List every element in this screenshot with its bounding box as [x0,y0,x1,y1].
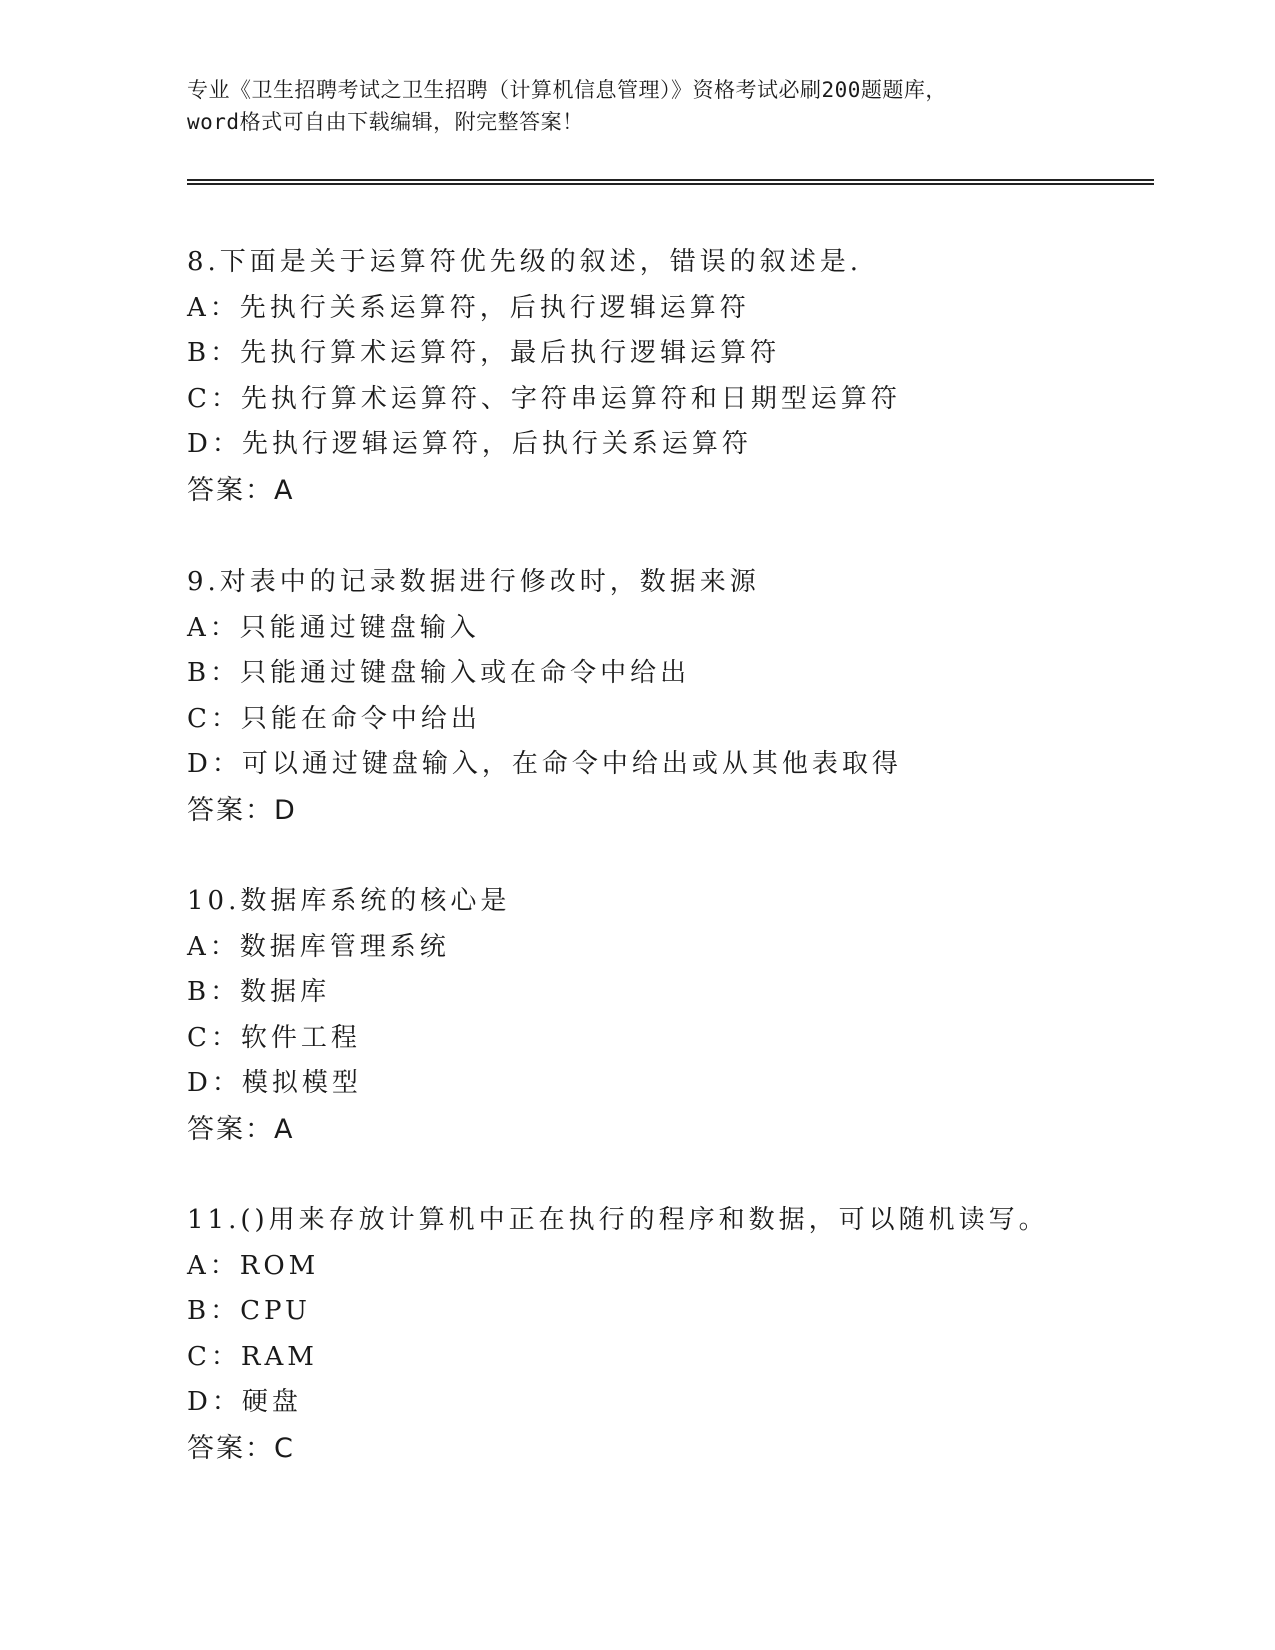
header-line-1: 专业《卫生招聘考试之卫生招聘（计算机信息管理）》资格考试必刷200题题库， [187,78,947,102]
option-a: A：ROM [187,1250,320,1281]
option-c: C：软件工程 [187,1022,361,1053]
question-stem: 10.数据库系统的核心是 [187,886,511,916]
option-d: D：硬盘 [187,1387,302,1417]
answer-line: 答案：A [187,474,295,506]
option-c: C：RAM [187,1341,318,1372]
option-a: A：只能通过键盘输入 [187,612,480,643]
header-divider-bottom [187,183,1154,185]
document-header [187,74,1087,138]
answer-line: 答案：D [187,794,297,826]
option-c: C：先执行算术运算符、字符串运算符和日期型运算符 [187,383,901,414]
option-c: C：只能在命令中给出 [187,703,481,734]
question-11 [187,1198,1187,1471]
header-line-2: word格式可自由下载编辑，附完整答案！ [187,110,584,134]
option-b: B：先执行算术运算符，最后执行逻辑运算符 [187,338,781,368]
option-b: B：CPU [187,1296,311,1326]
question-8 [187,240,1187,513]
question-stem: 8.下面是关于运算符优先级的叙述，错误的叙述是. [187,247,863,277]
header-divider-top [187,179,1154,181]
option-d: D：可以通过键盘输入，在命令中给出或从其他表取得 [187,749,902,779]
option-b: B：数据库 [187,977,331,1007]
question-10 [187,879,1187,1152]
answer-line: 答案：A [187,1113,295,1145]
option-d: D：模拟模型 [187,1068,362,1098]
question-stem: 11.()用来存放计算机中正在执行的程序和数据，可以随机读写。 [187,1205,1049,1235]
answer-line: 答案：C [187,1432,295,1464]
question-stem: 9.对表中的记录数据进行修改时，数据来源 [187,567,760,597]
option-a: A：先执行关系运算符，后执行逻辑运算符 [187,292,750,323]
option-a: A：数据库管理系统 [187,931,450,962]
option-d: D：先执行逻辑运算符，后执行关系运算符 [187,429,752,459]
question-9 [187,560,1187,833]
option-b: B：只能通过键盘输入或在命令中给出 [187,658,691,688]
